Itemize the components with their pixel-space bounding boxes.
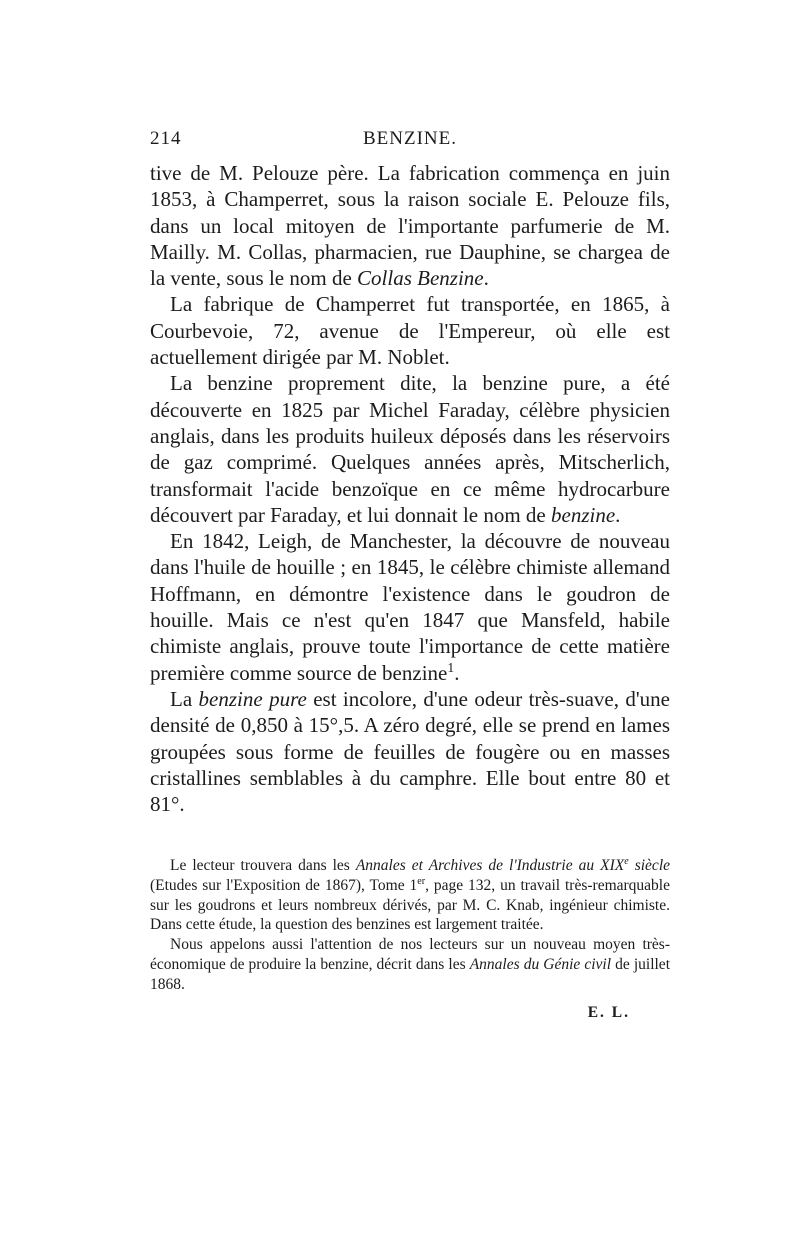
footnote-marker: 1: [447, 659, 455, 675]
italic-title: Annales du Génie civil: [469, 955, 612, 973]
paragraph: La benzine proprement dite, la benzine pure, a été découverte en 1825 par Michel Faraday, célèbre physicien anglais, dans les produits huileux déposés dans les réservoirs de gaz comprimé. Quelques années après, Mitscherlich, transformait l'acide benzoïque en ce même hydrocarbure découvert par Faraday, et lui donnait le nom de benzine.: [150, 371, 670, 527]
footnotes: [150, 856, 670, 1022]
paragraph: La fabrique de Champerret fut transportée, en 1865, à Courbevoie, 72, avenue de l'Empereur, où elle est actuellement dirigée par M. Noblet.: [150, 292, 670, 370]
signature: E. L.: [587, 1003, 630, 1021]
paragraph: La benzine pure est incolore, d'une odeur très-suave, d'une densité de 0,850 à 15°,5. A zéro degré, elle se prend en lames groupées sous forme de feuilles de fougère ou en masses cristallines semblables à du camphre. Elle bout entre 80 et 81°.: [150, 686, 670, 817]
page-header: [150, 128, 670, 154]
italic-title: Annales et Archives de l'Industrie au XIXe siècle: [355, 855, 670, 874]
paragraph: En 1842, Leigh, de Manchester, la découvre de nouveau dans l'huile de houille ; en 1845, le célèbre chimiste allemand Hoffmann, en démontre l'existence dans le goudron de houille. Mais ce n'est qu'en 1847 que Mansfeld, habile chimiste anglais, prouve toute l'importance de cette matière première comme source de benzine$^1$.: [150, 529, 670, 685]
italic-term: Collas Benzine: [357, 266, 484, 291]
italic-term: benzine: [551, 502, 616, 527]
footnote: Le lecteur trouvera dans les Annales et Archives de l'Industrie au XIXe siècle (Etudes sur l'Exposition de 1867), Tome 1er, page 132, un travail très-remarquable sur les goudrons et leurs nombreux dérivés, par M. C. Knab, ingénieur chimiste. Dans cette étude, la question des benzines est largement traitée.: [150, 855, 670, 934]
page-number: 214: [150, 128, 182, 149]
running-title: BENZINE.: [362, 128, 457, 149]
paragraph: tive de M. Pelouze père. La fabrication commença en juin 1853, à Champerret, sous la raison sociale E. Pelouze fils, dans un local mitoyen de l'importante parfumerie de M. Mailly. M. Collas, pharmacien, rue Dauphine, se chargea de la vente, sous le nom de Collas Benzine.: [150, 161, 670, 291]
italic-term: benzine pure: [198, 686, 307, 711]
footnote: Nous appelons aussi l'attention de nos lecteurs sur un nouveau moyen très-économique de produire la benzine, décrit dans les Annales du Génie civil de juillet 1868.: [150, 936, 670, 993]
book-page: [150, 0, 670, 1240]
main-text: [150, 160, 670, 817]
